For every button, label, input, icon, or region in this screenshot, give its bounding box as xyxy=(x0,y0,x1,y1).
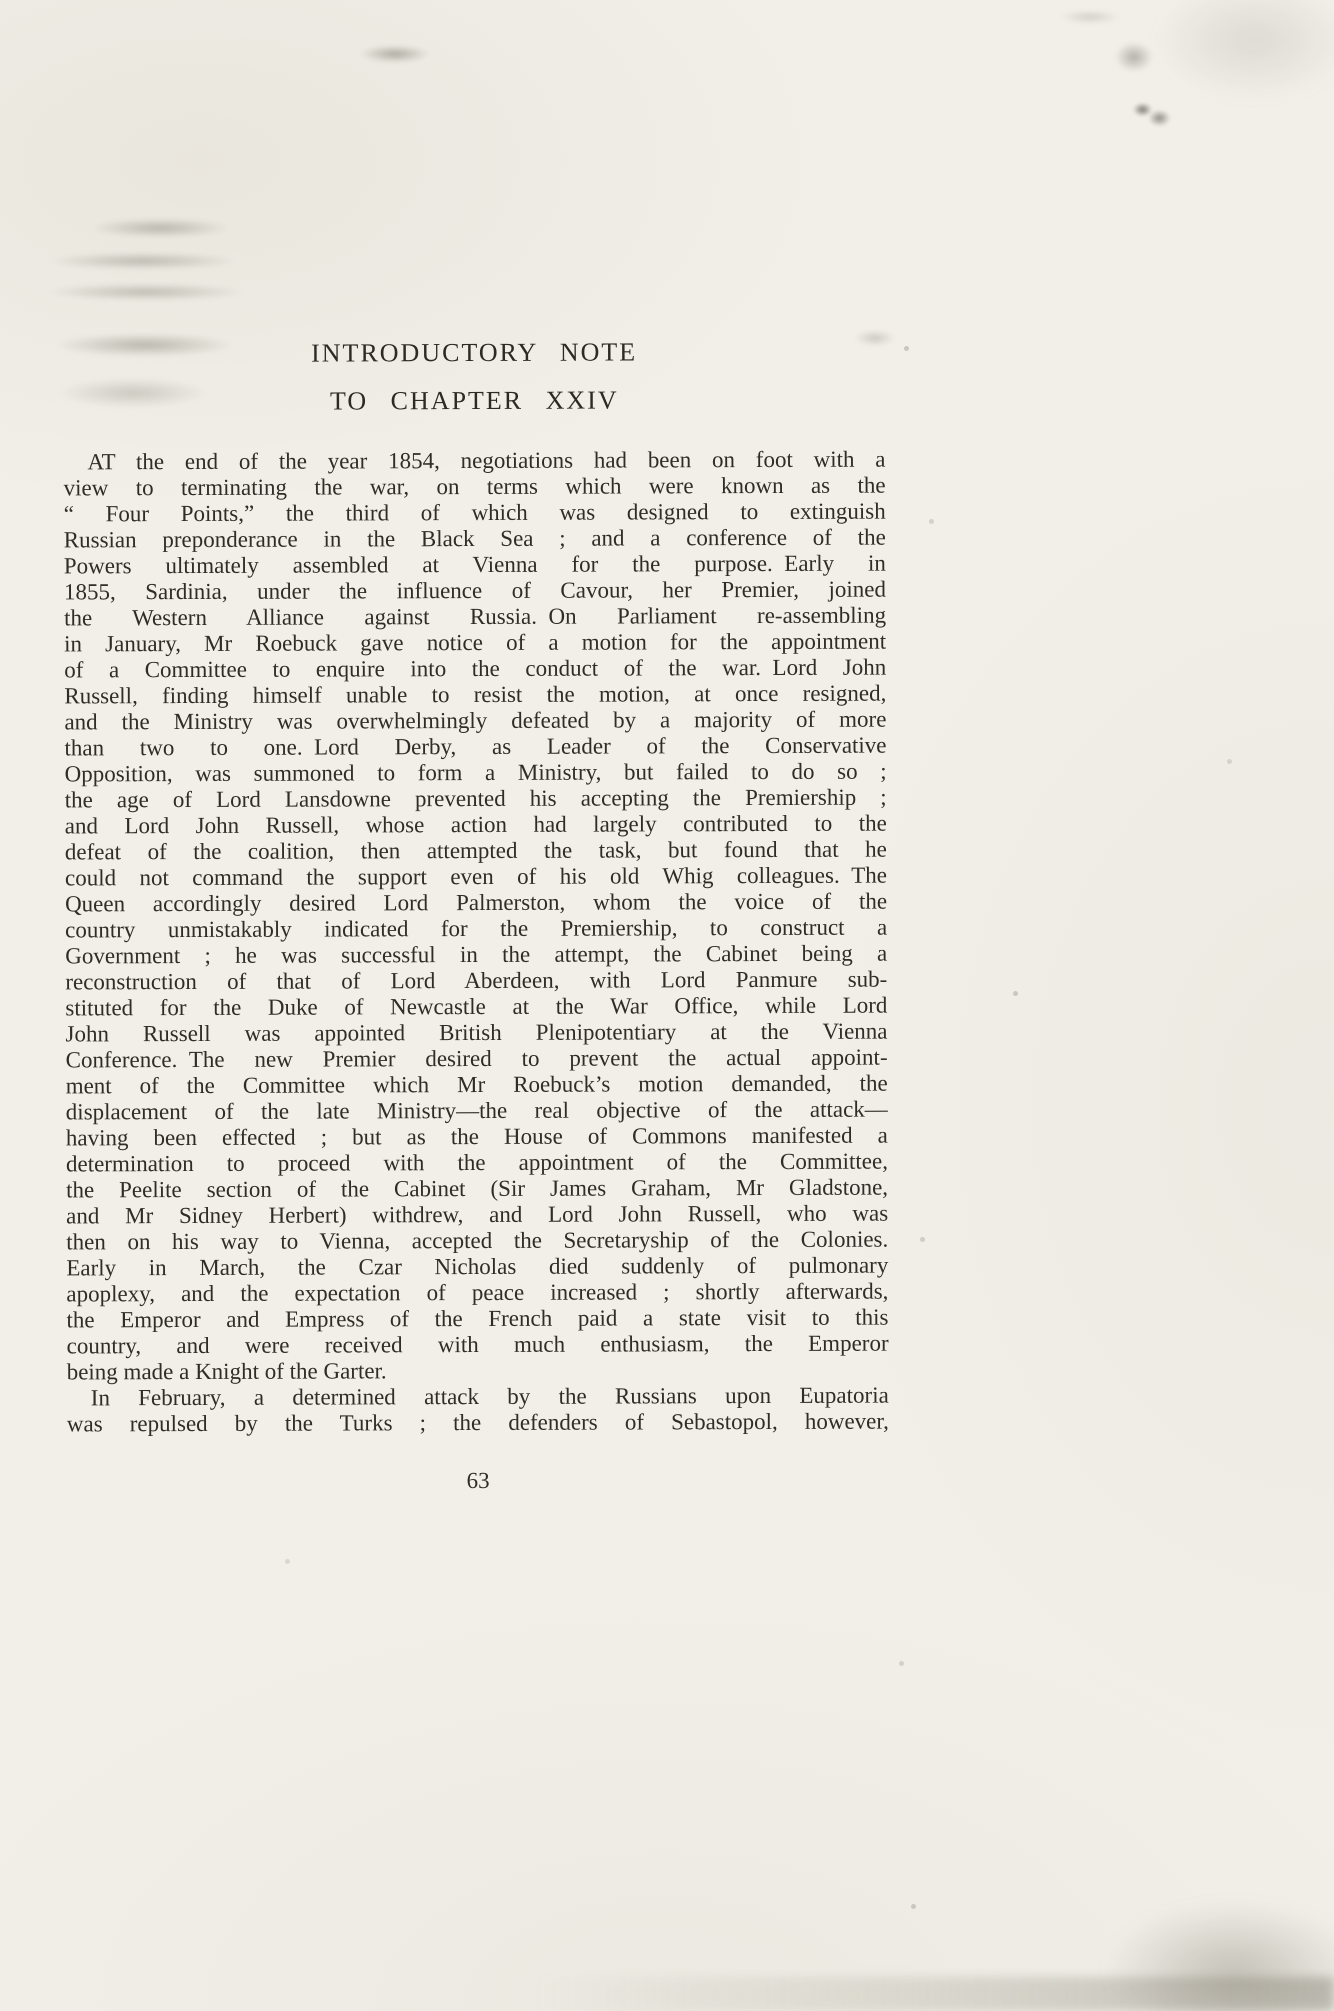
text-line: reconstruction of that of Lord Aberdeen, with Lord Panmure sub- xyxy=(65,966,888,995)
text-line: view to terminating the war, on terms which were known as the xyxy=(63,472,886,501)
text-line: Powers ultimately assembled at Vienna for the purpose. Early in xyxy=(63,550,886,579)
text-line: than two to one. Lord Derby, as Leader of the Conservative xyxy=(64,732,887,761)
text-line: and the Ministry was overwhelmingly defeated by a majority of more xyxy=(64,706,887,735)
page-title: INTRODUCTORY NOTE xyxy=(311,337,638,368)
scan-shading xyxy=(1104,1901,1334,2011)
text-line: then on his way to Vienna, accepted the Secretaryship of the Colonies. xyxy=(66,1226,889,1255)
text-line: Government ; he was successful in the attempt, the Cabinet being a xyxy=(65,940,888,969)
text-line: defeat of the coalition, then attempted the task, but found that he xyxy=(64,836,887,865)
scan-smudge xyxy=(1060,10,1120,24)
text-line: determination to proceed with the appointment of the Committee, xyxy=(65,1148,888,1177)
page-number: 63 xyxy=(466,1467,490,1494)
text-line: AT the end of the year 1854, negotiations had been on foot with a xyxy=(87,446,886,475)
text-line: the Western Alliance against Russia. On Parliament re-assembling xyxy=(64,602,887,631)
text-line: Conference. The new Premier desired to prevent the actual appoint- xyxy=(65,1044,888,1073)
text-line: could not command the support even of his old Whig colleagues. The xyxy=(64,862,887,891)
text-line: the age of Lord Lansdowne prevented his accepting the Premiership ; xyxy=(64,784,887,813)
text-line: was repulsed by the Turks ; the defenders of Sebastopol, however, xyxy=(66,1408,889,1437)
text-line: Russian preponderance in the Black Sea ; and a conference of the xyxy=(63,524,886,553)
text-line: the Emperor and Empress of the French paid a state visit to this xyxy=(66,1304,889,1333)
text-line: 1855, Sardinia, under the influence of Cavour, her Premier, joined xyxy=(63,576,886,605)
ink-blot xyxy=(1130,96,1172,130)
scan-smudge xyxy=(1115,42,1153,72)
text-line: “ Four Points,” the third of which was designed to extinguish xyxy=(63,498,886,527)
page-subtitle: TO CHAPTER XXIV xyxy=(329,385,619,416)
text-line: Queen accordingly desired Lord Palmerston, whom the voice of the xyxy=(65,888,888,917)
text-line: country unmistakably indicated for the Premiership, to construct a xyxy=(65,914,888,943)
text-line: Early in March, the Czar Nicholas died suddenly of pulmonary xyxy=(66,1252,889,1281)
text-line: of a Committee to enquire into the conduct of the war. Lord John xyxy=(64,654,887,683)
text-line: and Mr Sidney Herbert) withdrew, and Lord John Russell, who was xyxy=(66,1200,889,1229)
text-line: Opposition, was summoned to form a Ministry, but failed to do so ; xyxy=(64,758,887,787)
text-line: having been effected ; but as the House of Commons manifested a xyxy=(65,1122,888,1151)
text-line: and Lord John Russell, whose action had largely contributed to the xyxy=(64,810,887,839)
text-line: Russell, finding himself unable to resist the motion, at once resigned, xyxy=(64,680,887,709)
paragraph xyxy=(67,1383,889,1438)
text-line: being made a Knight of the Garter. xyxy=(66,1358,387,1385)
paper-speckles xyxy=(0,0,3,3)
paragraph xyxy=(63,447,888,1386)
text-line: the Peelite section of the Cabinet (Sir James Graham, Mr Gladstone, xyxy=(66,1174,889,1203)
text-line: stituted for the Duke of Newcastle at the War Office, while Lord xyxy=(65,992,888,1021)
text-line: country, and were received with much enthusiasm, the Emperor xyxy=(66,1330,889,1359)
text-line: in January, Mr Roebuck gave notice of a motion for the appointment xyxy=(64,628,887,657)
text-line: displacement of the late Ministry—the real objective of the attack— xyxy=(65,1096,888,1125)
text-line: apoplexy, and the expectation of peace increased ; shortly afterwards, xyxy=(66,1278,889,1307)
text-line: John Russell was appointed British Plenipotentiary at the Vienna xyxy=(65,1018,888,1047)
text-line: ment of the Committee which Mr Roebuck’s motion demanded, the xyxy=(65,1070,888,1099)
text-column xyxy=(62,0,891,2011)
scan-shading xyxy=(1154,0,1334,100)
body-text xyxy=(63,447,888,1438)
text-line: In February, a determined attack by the Russians upon Eupatoria xyxy=(90,1382,889,1411)
